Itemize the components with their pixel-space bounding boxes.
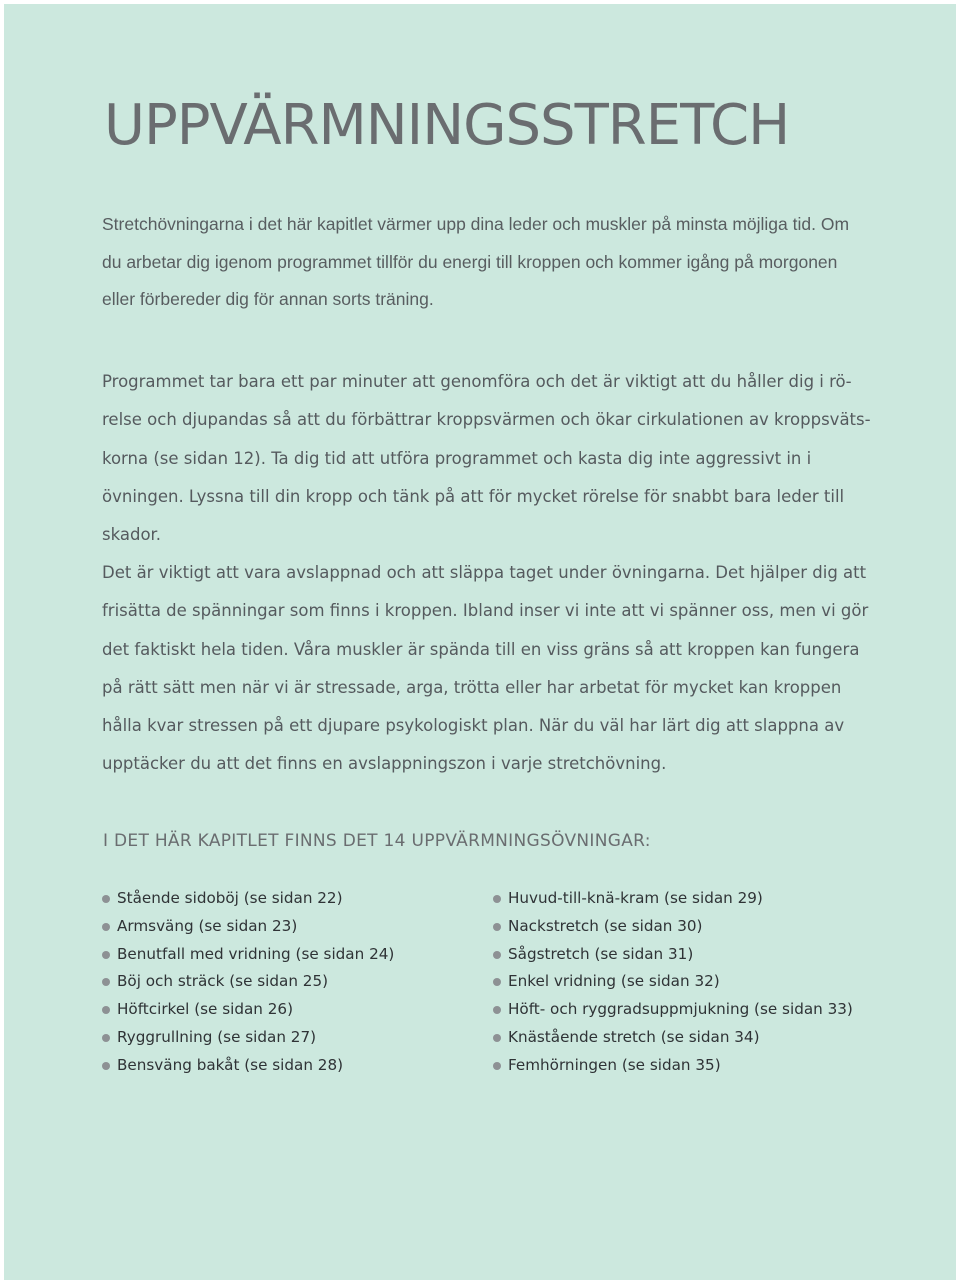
list-item	[102, 885, 394, 913]
bullet-icon	[493, 1006, 501, 1014]
list-item-label: Nackstretch (se sidan 30)	[508, 916, 703, 935]
list-item	[102, 1052, 394, 1080]
list-item-label: Enkel vridning (se sidan 32)	[508, 972, 720, 991]
page	[4, 4, 956, 1280]
bullet-icon	[102, 923, 110, 931]
list-item-label: Huvud-till-knä-kram (se sidan 29)	[508, 889, 763, 907]
list-item	[102, 996, 394, 1024]
intro-paragraph: Stretchövningarna i det här kapitlet värmer upp dina leder och muskler på minsta möjliga tid. Om du arbetar dig igenom programmet tillför du energi till kroppen och kommer igång på morgonen eller förbereder dig för annan sorts träning.	[102, 214, 850, 309]
body-paragraph-program: Programmet tar bara ett par minuter att genomföra och det är viktigt att du håller dig i rörelse och djupandas så att du förbättrar kroppsvärmen och ökar cirkulationen av kroppsvätskorna (se sidan 12). Ta dig tid att utföra programmet och kasta dig inte aggressivt in i övningen. Lyssna till din kropp och tänk på att för mycket rörelse för snabbt bara leder till skador.	[102, 372, 871, 545]
body-paragraph-relaxation: Det är viktigt att vara avslappnad och att släppa taget under övningarna. Det hjälper dig att frisätta de spänningar som finns i kroppen. Ibland inser vi inte att vi spänner oss, men vi gör det faktiskt hela tiden. Våra muskler är spända till en viss gräns så att kroppen kan fungera på rätt sätt men när vi är stressade, arga, trötta eller har arbetat för mycket kan kroppen hålla kvar stressen på ett djupare psykologiskt plan. När du väl har lärt dig att slappna av upptäcker du att det finns en avslappningszon i varje stretchövning.	[102, 563, 869, 774]
list-item-label: Höftcirkel (se sidan 26)	[117, 1000, 293, 1019]
list-item	[102, 968, 394, 996]
list-item-label: Höft- och ryggradsuppmjukning (se sidan 33)	[508, 1000, 853, 1019]
list-item	[493, 996, 853, 1024]
list-item	[102, 913, 394, 941]
bullet-icon	[493, 923, 501, 931]
list-item	[493, 913, 853, 941]
list-item-label: Böj och sträck (se sidan 25)	[117, 972, 329, 991]
bullet-icon	[102, 951, 110, 959]
list-item	[493, 968, 853, 996]
list-item-label: Ryggrullning (se sidan 27)	[117, 1027, 317, 1046]
list-item	[102, 941, 394, 969]
list-item-label: Knästående stretch (se sidan 34)	[508, 1027, 760, 1046]
bullet-icon	[102, 1034, 110, 1042]
list-item-label: Sågstretch (se sidan 31)	[508, 944, 694, 963]
exercise-list-heading: I DET HÄR KAPITLET FINNS DET 14 UPPVÄRMNINGSÖVNINGAR:	[103, 831, 651, 851]
list-item	[493, 1052, 853, 1080]
list-item-label: Femhörningen (se sidan 35)	[508, 1055, 721, 1074]
list-item-label: Benutfall med vridning (se sidan 24)	[117, 944, 395, 963]
exercise-list-left	[102, 885, 394, 1080]
bullet-icon	[102, 1006, 110, 1014]
bullet-icon	[493, 951, 501, 959]
list-item	[493, 885, 853, 913]
list-item	[102, 1024, 394, 1052]
exercise-list-right	[493, 885, 853, 1080]
list-item-label: Stående sidoböj (se sidan 22)	[117, 889, 343, 907]
page-title: UPPVÄRMNINGSSTRETCH	[104, 93, 790, 158]
bullet-icon	[102, 978, 110, 986]
bullet-icon	[493, 978, 501, 986]
bullet-icon	[102, 895, 110, 903]
list-item-label: Armsväng (se sidan 23)	[117, 916, 298, 935]
list-item	[493, 1024, 853, 1052]
bullet-icon	[102, 1062, 110, 1070]
list-item	[493, 941, 853, 969]
bullet-icon	[493, 1062, 501, 1070]
list-item-label: Bensväng bakåt (se sidan 28)	[117, 1055, 344, 1074]
bullet-icon	[493, 1034, 501, 1042]
bullet-icon	[493, 895, 501, 903]
